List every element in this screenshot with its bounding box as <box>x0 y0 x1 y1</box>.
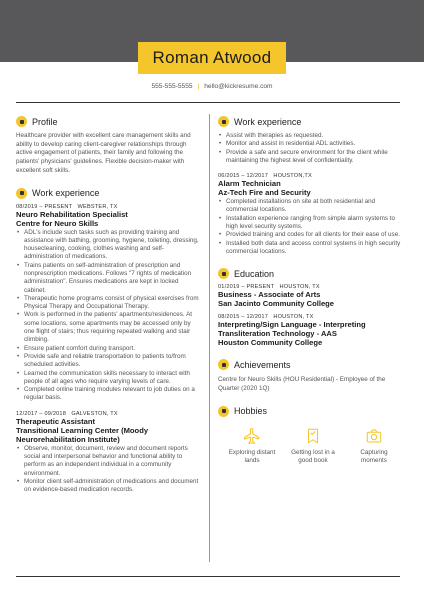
job-bullet: • Installed both data and access control systems in high security commercial locations. <box>218 240 408 257</box>
education-degree: Business - Associate of Arts <box>218 290 321 300</box>
job-bullet: • ADL's include such tasks such as providing training and assistance with bathing, grooming, hygiene, toileting, dressing, housecleaning, cooking, clothes washing and self-administration of medications. <box>16 229 200 262</box>
plane-icon <box>243 427 261 445</box>
education-location: HOUSTON, TX <box>273 314 314 321</box>
job-title: Alarm Technician <box>218 179 281 189</box>
bookmark-icon <box>304 427 322 445</box>
leaf-icon <box>218 406 229 417</box>
job-location: WEBSTER, TX <box>77 203 118 210</box>
profile-title: Profile <box>32 116 58 127</box>
contact-separator: | <box>197 83 200 90</box>
job-bullet: • Learned the communication skills necessary to interact with people of all ages who require varying levels of care. <box>16 370 200 387</box>
job-company: Transitional Learning Center (Moody Neurorehabilitation Institute) <box>16 425 149 444</box>
briefcase-icon <box>218 116 229 127</box>
profile-icon <box>16 116 27 127</box>
hobby-item <box>287 427 339 466</box>
achievements-title: Achievements <box>234 359 291 370</box>
job-bullet: • Trains patients on self-administration of prescription and nonprescription medications. Follows "7 rights of medication administration". Ensures medications are kept in locked cabinet. <box>16 262 200 295</box>
hobbies-heading <box>218 404 408 419</box>
job-bullets <box>218 198 408 256</box>
work-title-left: Work experience <box>32 188 100 199</box>
job-bullet: • Completed installations on site at both residential and commercial locations. <box>218 198 408 215</box>
column-divider <box>209 114 210 562</box>
camera-icon <box>365 427 383 445</box>
hobby-label: Capturing moments <box>360 448 388 464</box>
job-bullet: • Monitor client self-administration of medications and document on evidence-based medication records. <box>16 478 200 495</box>
job-bullet: • Ensure patient comfort during transport. <box>16 345 200 353</box>
email: hello@kickresume.com <box>204 83 273 90</box>
continued-bullets <box>218 132 408 165</box>
job-dates: 12/2017 – 09/2018 <box>16 410 67 417</box>
profile-text: Healthcare provider with excellent care management skills and ability to develop caring client-caregiver relationships through active engagement of patients, their family and following the patients' physicians' guidelines. Flexible decision-maker with excellent soft skills. <box>16 132 191 174</box>
hobby-item <box>348 427 400 466</box>
job-dates: 06/2015 – 12/2017 <box>218 173 269 180</box>
education-school: Houston Community College <box>218 338 323 348</box>
candidate-name: Roman Atwood <box>152 48 272 67</box>
hobby-item <box>226 427 278 466</box>
job-bullet: • Observe, monitor, document, review and document reports social and interpersonal behavior and functional ability to perform as an independent individual in a community environment. <box>16 445 200 478</box>
hobbies-title: Hobbies <box>234 406 268 417</box>
work-heading-left <box>16 186 200 201</box>
trophy-icon <box>218 359 229 370</box>
education-location: HOUSTON, TX <box>279 284 320 291</box>
job-bullet: • Provided training and codes for all clients for their ease of use. <box>218 231 408 239</box>
education-dates: 08/2015 – 12/2017 <box>218 314 269 321</box>
right-column <box>218 114 408 465</box>
achievements-heading <box>218 357 408 372</box>
job-bullet: • Therapeutic home programs consist of physical exercises from Physical Therapy and Occupational Therapy. <box>16 295 200 312</box>
job-bullet: • Monitor and assist in residential ADL activities. <box>218 140 408 148</box>
job-bullet: • Assist with therapies as requested. <box>218 132 408 140</box>
work-title-right: Work experience <box>234 116 302 127</box>
job-bullet: • Completed online training modules relevant to job duties on a regular basis. <box>16 386 200 403</box>
job-bullets <box>16 445 200 495</box>
education-entry <box>218 314 408 347</box>
job-bullet: • Installation experience ranging from simple alarm systems to high level security systems. <box>218 215 408 232</box>
job-location: HOUSTON,TX <box>273 173 312 180</box>
hobbies-list <box>218 427 408 466</box>
job-bullet: • Provide safe and reliable transportation to patients to/from scheduled activities. <box>16 353 200 370</box>
phone: 555-555-5555 <box>151 83 193 90</box>
education-degree: Interpreting/Sign Language - Interpreting Transliteration Technology - AAS <box>218 320 366 339</box>
briefcase-icon <box>16 188 27 199</box>
hobby-label: Exploring distant lands <box>228 448 276 464</box>
education-entry <box>218 284 408 308</box>
graduation-cap-icon <box>218 268 229 279</box>
job-title: Neuro Rehabilitation Specialist <box>16 209 128 219</box>
job-entry <box>218 173 408 256</box>
achievement-text: Centre for Neuro Skills (HOU Residential) - Employee of the Quarter (2020 1Q) <box>218 376 386 392</box>
job-entry <box>16 411 200 495</box>
name-banner <box>138 42 286 74</box>
education-title: Education <box>234 268 275 279</box>
job-bullets <box>16 229 200 403</box>
education-dates: 01/2019 – PRESENT <box>218 284 275 291</box>
job-location: GALVESTON, TX <box>71 410 118 417</box>
job-company: Az-Tech Fire and Security <box>218 188 311 198</box>
hobby-label: Getting lost in a good book <box>291 448 335 464</box>
work-heading-right <box>218 114 408 129</box>
job-company: Centre for Neuro Skills <box>16 218 99 228</box>
top-rule <box>16 102 400 103</box>
education-heading <box>218 266 408 281</box>
job-bullet: • Provide a safe and secure environment for the client while maintaining the highest level of confidentiality. <box>218 149 408 166</box>
bottom-rule <box>16 576 400 577</box>
job-entry <box>16 204 200 403</box>
job-title: Therapeutic Assistant <box>16 416 96 426</box>
job-bullet: • Work is performed in the patients' apartments/residences. At some locations, some apartments may be accessed only by one flight of stairs; thus requiring repeated walking and stair climbing. <box>16 311 200 344</box>
contact-line <box>0 83 424 90</box>
left-column <box>16 114 200 495</box>
profile-heading <box>16 114 200 129</box>
job-dates: 08/2019 – PRESENT <box>16 203 73 210</box>
education-school: San Jacinto Community College <box>218 299 335 309</box>
